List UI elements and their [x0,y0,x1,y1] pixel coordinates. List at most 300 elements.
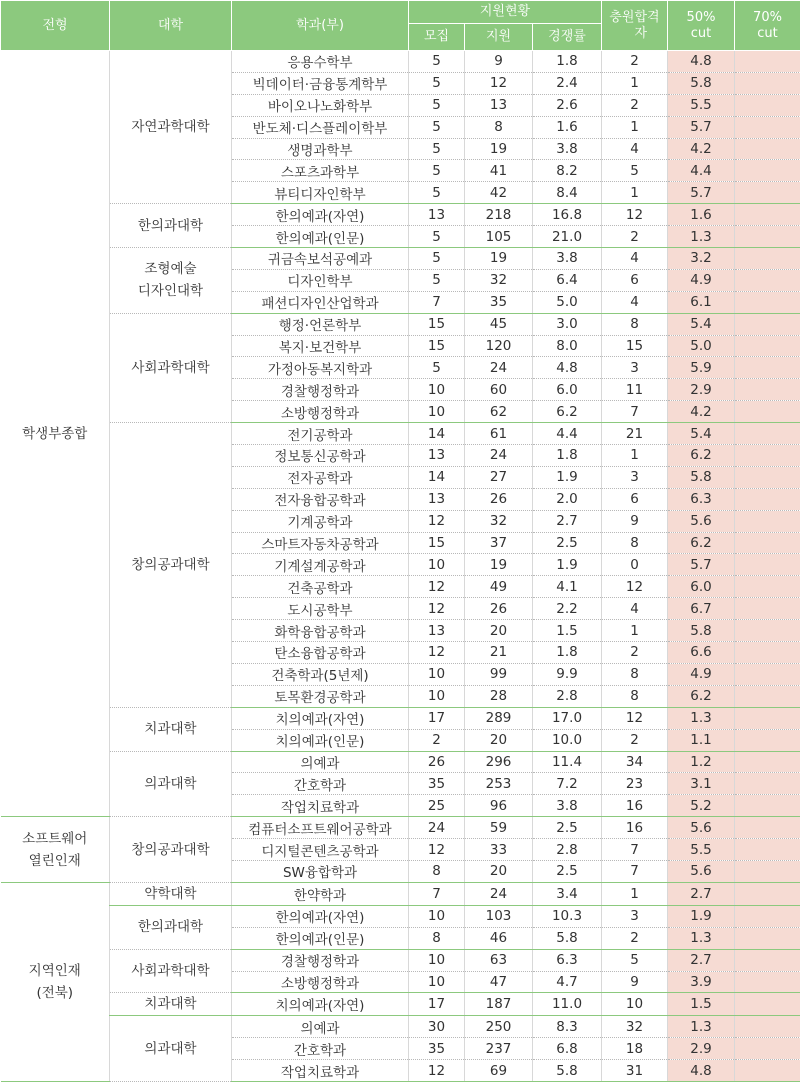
competition-cell: 6.8 [533,1038,602,1060]
cut50-cell: 4.9 [668,663,735,685]
quota-cell: 12 [409,510,465,532]
cut50-cell: 1.3 [668,927,735,949]
quota-cell: 5 [409,72,465,94]
competition-cell: 9.9 [533,663,602,685]
competition-cell: 2.8 [533,839,602,861]
table-row [1,423,800,445]
applied-cell: 33 [465,839,533,861]
table-row [1,949,800,971]
quota-cell: 13 [409,620,465,642]
competition-cell: 6.3 [533,949,602,971]
additional-admits-cell: 11 [602,379,668,401]
cut50-cell: 2.9 [668,379,735,401]
cut50-cell: 4.4 [668,160,735,182]
competition-cell: 17.0 [533,707,602,729]
additional-admits-cell: 12 [602,707,668,729]
department-cell: 한약학과 [232,882,409,905]
cut50-cell: 5.5 [668,94,735,116]
cut50-cell: 6.6 [668,642,735,664]
quota-cell: 12 [409,839,465,861]
department-cell: 생명과학부 [232,138,409,160]
department-cell: 작업치료학과 [232,1060,409,1082]
cut70-cell [735,729,800,751]
quota-cell: 14 [409,466,465,488]
table-row [1,204,800,226]
cut50-cell: 5.2 [668,795,735,817]
cut70-cell [735,620,800,642]
cut70-cell [735,357,800,379]
competition-cell: 7.2 [533,773,602,795]
additional-admits-cell: 3 [602,357,668,379]
applied-cell: 62 [465,401,533,423]
quota-cell: 13 [409,488,465,510]
quota-cell: 8 [409,860,465,882]
cut50-cell: 6.1 [668,291,735,313]
quota-cell: 12 [409,576,465,598]
cut50-cell: 2.7 [668,949,735,971]
department-cell: SW융합학과 [232,860,409,882]
quota-cell: 10 [409,401,465,423]
additional-admits-cell: 7 [602,860,668,882]
table-row [1,882,800,905]
competition-cell: 1.8 [533,445,602,467]
competition-cell: 4.8 [533,357,602,379]
cut50-cell: 5.7 [668,116,735,138]
header-applied: 지원 [465,24,533,51]
cut50-cell: 6.2 [668,532,735,554]
applied-cell: 8 [465,116,533,138]
additional-admits-cell: 32 [602,1016,668,1038]
department-cell: 한의예과(인문) [232,226,409,248]
table-row [1,248,800,270]
table-row [1,993,800,1016]
cut70-cell [735,993,800,1016]
competition-cell: 2.0 [533,488,602,510]
additional-admits-cell: 7 [602,839,668,861]
cut70-cell [735,532,800,554]
cut70-cell [735,488,800,510]
cut70-cell [735,817,800,839]
department-cell: 간호학과 [232,773,409,795]
cut70-cell [735,882,800,905]
department-cell: 소방행정학과 [232,971,409,993]
department-cell: 경찰행정학과 [232,379,409,401]
quota-cell: 13 [409,445,465,467]
applied-cell: 49 [465,576,533,598]
quota-cell: 35 [409,1038,465,1060]
cut70-cell [735,335,800,357]
quota-cell: 5 [409,226,465,248]
department-cell: 작업치료학과 [232,795,409,817]
cut70-cell [735,138,800,160]
cut70-cell [735,839,800,861]
additional-admits-cell: 6 [602,488,668,510]
department-cell: 치의예과(자연) [232,707,409,729]
cut50-cell: 5.6 [668,817,735,839]
competition-cell: 10.0 [533,729,602,751]
table-row [1,313,800,335]
cut50-cell: 2.9 [668,1038,735,1060]
cut50-cell: 1.3 [668,707,735,729]
additional-admits-cell: 8 [602,685,668,707]
college-cell: 자연과학대학 [110,51,232,204]
college-cell: 의과대학 [110,1016,232,1082]
department-cell: 기계설계공학과 [232,554,409,576]
department-cell: 패션디자인산업학과 [232,291,409,313]
quota-cell: 24 [409,817,465,839]
competition-cell: 11.0 [533,993,602,1016]
cut50-cell: 1.2 [668,751,735,773]
additional-admits-cell: 8 [602,532,668,554]
additional-admits-cell: 21 [602,423,668,445]
applied-cell: 19 [465,554,533,576]
applied-cell: 120 [465,335,533,357]
quota-cell: 5 [409,357,465,379]
additional-admits-cell: 4 [602,138,668,160]
applied-cell: 99 [465,663,533,685]
college-cell: 조형예술 디자인대학 [110,248,232,314]
department-cell: 소방행정학과 [232,401,409,423]
cut70-cell [735,226,800,248]
additional-admits-cell: 1 [602,72,668,94]
competition-cell: 5.0 [533,291,602,313]
competition-cell: 2.5 [533,817,602,839]
competition-cell: 16.8 [533,204,602,226]
quota-cell: 5 [409,116,465,138]
competition-cell: 5.8 [533,1060,602,1082]
cut70-cell [735,423,800,445]
cut70-cell [735,116,800,138]
competition-cell: 2.2 [533,598,602,620]
additional-admits-cell: 18 [602,1038,668,1060]
additional-admits-cell: 5 [602,949,668,971]
additional-admits-cell: 2 [602,94,668,116]
cut50-cell: 5.7 [668,182,735,204]
cut50-cell: 1.5 [668,993,735,1016]
cut70-cell [735,160,800,182]
quota-cell: 5 [409,138,465,160]
department-cell: 경찰행정학과 [232,949,409,971]
applied-cell: 21 [465,642,533,664]
applied-cell: 19 [465,138,533,160]
additional-admits-cell: 12 [602,576,668,598]
applied-cell: 13 [465,94,533,116]
additional-admits-cell: 16 [602,795,668,817]
competition-cell: 1.9 [533,554,602,576]
department-cell: 토목환경공학과 [232,685,409,707]
cut50-cell: 6.2 [668,685,735,707]
department-cell: 전자공학과 [232,466,409,488]
department-cell: 뷰티디자인학부 [232,182,409,204]
applied-cell: 63 [465,949,533,971]
additional-admits-cell: 23 [602,773,668,795]
cut70-cell [735,1038,800,1060]
cut70-cell [735,685,800,707]
competition-cell: 2.7 [533,510,602,532]
quota-cell: 26 [409,751,465,773]
header-cut70: 70% cut [735,1,800,51]
department-cell: 건축학과(5년제) [232,663,409,685]
department-cell: 의예과 [232,751,409,773]
applied-cell: 59 [465,817,533,839]
applied-cell: 28 [465,685,533,707]
department-cell: 컴퓨터소프트웨어공학과 [232,817,409,839]
applied-cell: 24 [465,445,533,467]
competition-cell: 8.4 [533,182,602,204]
cut50-cell: 6.0 [668,576,735,598]
applied-cell: 237 [465,1038,533,1060]
department-cell: 치의예과(인문) [232,729,409,751]
cut70-cell [735,1060,800,1082]
department-cell: 의예과 [232,1016,409,1038]
additional-admits-cell: 15 [602,335,668,357]
department-cell: 바이오나노화학부 [232,94,409,116]
competition-cell: 3.0 [533,313,602,335]
cut70-cell [735,466,800,488]
header-applicants-status: 지원현황 [409,1,602,24]
department-cell: 탄소융합공학과 [232,642,409,664]
competition-cell: 2.5 [533,860,602,882]
quota-cell: 7 [409,882,465,905]
department-cell: 가정아동복지학과 [232,357,409,379]
cut50-cell: 4.2 [668,401,735,423]
cut50-cell: 5.7 [668,554,735,576]
applied-cell: 253 [465,773,533,795]
applied-cell: 24 [465,357,533,379]
quota-cell: 10 [409,685,465,707]
department-cell: 반도체·디스플레이학부 [232,116,409,138]
college-cell: 사회과학대학 [110,313,232,422]
department-cell: 빅데이터·금융통계학부 [232,72,409,94]
cut50-cell: 4.8 [668,51,735,73]
cut70-cell [735,1016,800,1038]
applied-cell: 103 [465,905,533,927]
header-department: 학과(부) [232,1,409,51]
cut50-cell: 3.9 [668,971,735,993]
quota-cell: 2 [409,729,465,751]
department-cell: 전자융합공학과 [232,488,409,510]
applied-cell: 32 [465,510,533,532]
additional-admits-cell: 10 [602,993,668,1016]
applied-cell: 60 [465,379,533,401]
additional-admits-cell: 1 [602,882,668,905]
cut50-cell: 5.6 [668,510,735,532]
cut50-cell: 5.8 [668,72,735,94]
applied-cell: 37 [465,532,533,554]
additional-admits-cell: 8 [602,313,668,335]
cut70-cell [735,795,800,817]
cut70-cell [735,971,800,993]
applied-cell: 20 [465,620,533,642]
quota-cell: 5 [409,248,465,270]
competition-cell: 10.3 [533,905,602,927]
applied-cell: 46 [465,927,533,949]
department-cell: 한의예과(자연) [232,204,409,226]
applied-cell: 250 [465,1016,533,1038]
cut70-cell [735,445,800,467]
department-cell: 화학융합공학과 [232,620,409,642]
cut50-cell: 4.9 [668,269,735,291]
department-cell: 기계공학과 [232,510,409,532]
competition-cell: 8.0 [533,335,602,357]
applied-cell: 45 [465,313,533,335]
additional-admits-cell: 2 [602,51,668,73]
department-cell: 스포츠과학부 [232,160,409,182]
competition-cell: 5.8 [533,927,602,949]
cut50-cell: 5.5 [668,839,735,861]
cut70-cell [735,248,800,270]
applied-cell: 19 [465,248,533,270]
cut50-cell: 5.8 [668,466,735,488]
type-cell: 소프트웨어 열린인재 [1,817,110,883]
additional-admits-cell: 2 [602,226,668,248]
quota-cell: 8 [409,927,465,949]
cut70-cell [735,751,800,773]
competition-cell: 3.8 [533,138,602,160]
additional-admits-cell: 3 [602,905,668,927]
competition-cell: 3.8 [533,795,602,817]
cut50-cell: 5.6 [668,860,735,882]
cut50-cell: 5.0 [668,335,735,357]
quota-cell: 17 [409,707,465,729]
applied-cell: 20 [465,860,533,882]
applied-cell: 35 [465,291,533,313]
additional-admits-cell: 9 [602,971,668,993]
cut70-cell [735,182,800,204]
quota-cell: 17 [409,993,465,1016]
college-cell: 창의공과대학 [110,423,232,708]
quota-cell: 10 [409,905,465,927]
additional-admits-cell: 3 [602,466,668,488]
table-row [1,817,800,839]
competition-cell: 1.5 [533,620,602,642]
type-cell: 지역인재 (전북) [1,882,110,1081]
department-cell: 한의예과(자연) [232,905,409,927]
quota-cell: 10 [409,949,465,971]
cut50-cell: 1.9 [668,905,735,927]
department-cell: 디지털콘텐츠공학과 [232,839,409,861]
header-quota: 모집 [409,24,465,51]
competition-cell: 3.4 [533,882,602,905]
cut50-cell: 1.1 [668,729,735,751]
department-cell: 건축공학과 [232,576,409,598]
cut50-cell: 3.1 [668,773,735,795]
cut50-cell: 4.2 [668,138,735,160]
college-cell: 약학대학 [110,882,232,905]
additional-admits-cell: 5 [602,160,668,182]
department-cell: 도시공학부 [232,598,409,620]
applied-cell: 26 [465,488,533,510]
college-cell: 창의공과대학 [110,817,232,883]
competition-cell: 1.8 [533,642,602,664]
cut70-cell [735,773,800,795]
department-cell: 치의예과(자연) [232,993,409,1016]
table-row [1,905,800,927]
additional-admits-cell: 31 [602,1060,668,1082]
cut70-cell [735,905,800,927]
quota-cell: 5 [409,94,465,116]
competition-cell: 3.8 [533,248,602,270]
competition-cell: 2.4 [533,72,602,94]
competition-cell: 6.4 [533,269,602,291]
applied-cell: 61 [465,423,533,445]
quota-cell: 15 [409,313,465,335]
header-cut50: 50% cut [668,1,735,51]
cut70-cell [735,204,800,226]
competition-cell: 1.6 [533,116,602,138]
additional-admits-cell: 0 [602,554,668,576]
college-cell: 의과대학 [110,751,232,817]
competition-cell: 1.8 [533,51,602,73]
competition-cell: 4.4 [533,423,602,445]
cut50-cell: 1.6 [668,204,735,226]
cut70-cell [735,379,800,401]
cut50-cell: 1.3 [668,1016,735,1038]
table-header [1,1,800,51]
applied-cell: 20 [465,729,533,751]
cut50-cell: 6.2 [668,445,735,467]
competition-cell: 4.7 [533,971,602,993]
applied-cell: 32 [465,269,533,291]
header-competition: 경쟁률 [533,24,602,51]
quota-cell: 10 [409,379,465,401]
applied-cell: 42 [465,182,533,204]
competition-cell: 4.1 [533,576,602,598]
quota-cell: 5 [409,160,465,182]
college-cell: 치과대학 [110,993,232,1016]
quota-cell: 13 [409,204,465,226]
cut70-cell [735,401,800,423]
college-cell: 사회과학대학 [110,949,232,993]
quota-cell: 5 [409,51,465,73]
college-cell: 한의과대학 [110,905,232,949]
cut70-cell [735,949,800,971]
additional-admits-cell: 4 [602,248,668,270]
cut70-cell [735,663,800,685]
table-row [1,707,800,729]
department-cell: 전기공학과 [232,423,409,445]
applied-cell: 187 [465,993,533,1016]
quota-cell: 15 [409,335,465,357]
competition-cell: 2.6 [533,94,602,116]
quota-cell: 25 [409,795,465,817]
applied-cell: 47 [465,971,533,993]
additional-admits-cell: 2 [602,927,668,949]
additional-admits-cell: 1 [602,445,668,467]
additional-admits-cell: 2 [602,642,668,664]
applied-cell: 296 [465,751,533,773]
additional-admits-cell: 9 [602,510,668,532]
applied-cell: 24 [465,882,533,905]
competition-cell: 8.3 [533,1016,602,1038]
quota-cell: 12 [409,642,465,664]
cut70-cell [735,576,800,598]
cut70-cell [735,510,800,532]
competition-cell: 21.0 [533,226,602,248]
quota-cell: 12 [409,1060,465,1082]
cut50-cell: 5.4 [668,313,735,335]
applied-cell: 12 [465,72,533,94]
competition-cell: 1.9 [533,466,602,488]
additional-admits-cell: 1 [602,620,668,642]
college-cell: 치과대학 [110,707,232,751]
applied-cell: 27 [465,466,533,488]
competition-cell: 2.5 [533,532,602,554]
additional-admits-cell: 6 [602,269,668,291]
quota-cell: 7 [409,291,465,313]
competition-cell: 11.4 [533,751,602,773]
applied-cell: 41 [465,160,533,182]
